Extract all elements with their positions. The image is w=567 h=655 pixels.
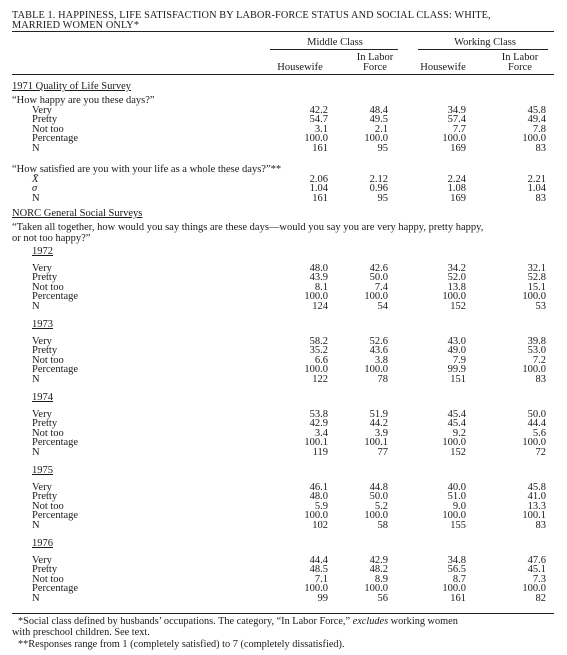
- header-wc-laborforce-l2: Force: [508, 62, 532, 73]
- cell-value: 161: [312, 192, 328, 204]
- row-label: Percentage: [32, 364, 79, 376]
- cell-value: 83: [535, 142, 546, 154]
- row-label: σ: [32, 183, 38, 195]
- row-label: Very: [32, 105, 52, 116]
- cell-value: 100.0: [442, 437, 466, 449]
- row-label: N: [32, 192, 40, 204]
- cell-value: 100.0: [522, 364, 546, 376]
- cell-value: 8.7: [452, 573, 466, 585]
- cell-value: 5.2: [374, 500, 388, 512]
- row-label: Not too: [32, 123, 64, 135]
- cell-value: 57.4: [447, 114, 466, 126]
- cell-value: 43.6: [369, 345, 388, 357]
- cell-value: 48.2: [369, 564, 388, 576]
- footnote-1-line1: [18, 616, 458, 627]
- cell-value: 34.9: [447, 105, 466, 116]
- question-happy: “How happy are you these days?”: [12, 95, 155, 106]
- cell-value: 78: [377, 373, 388, 385]
- footnote-1-emphasis: excludes: [352, 616, 389, 627]
- row-label: Not too: [32, 500, 64, 512]
- cell-value: 0.96: [369, 183, 388, 195]
- cell-value: 42.9: [369, 555, 388, 566]
- cell-value: 1.08: [447, 183, 466, 195]
- cell-value: 2.24: [447, 174, 466, 185]
- cell-value: 45.8: [527, 105, 546, 116]
- cell-value: 51.0: [447, 491, 466, 503]
- table-title-line1: TABLE 1. HAPPINESS, LIFE SATISFACTION BY LABOR-FORCE STATUS AND SOCIAL CLASS: WHITE,: [12, 10, 491, 21]
- cell-value: 40.0: [447, 482, 466, 493]
- cell-value: 42.9: [309, 418, 328, 430]
- cell-value: 44.2: [369, 418, 388, 430]
- row-label: Percentage: [32, 133, 79, 145]
- row-label: N: [32, 142, 40, 154]
- header-mc-laborforce-l2: Force: [363, 62, 387, 73]
- cell-value: 100.0: [522, 291, 546, 303]
- cell-value: 53.8: [309, 409, 328, 420]
- section-norc-title: NORC General Social Surveys: [12, 208, 143, 219]
- section-1971-title: 1971 Quality of Life Survey: [12, 81, 131, 92]
- cell-value: 152: [450, 446, 466, 458]
- cell-value: 15.1: [527, 281, 546, 293]
- cell-value: 77: [377, 446, 388, 458]
- cell-value: 100.0: [304, 364, 328, 376]
- row-label: Pretty: [32, 491, 58, 503]
- norc-question-line2: or not too happy?”: [12, 233, 91, 244]
- cell-value: 44.4: [527, 418, 546, 430]
- row-label: Not too: [32, 281, 64, 293]
- row-label: Very: [32, 482, 52, 493]
- top-rule: [12, 31, 554, 32]
- cell-value: 161: [312, 142, 328, 154]
- working-class-rule: [418, 49, 548, 50]
- cell-value: 52.0: [447, 272, 466, 284]
- cell-value: 100.1: [522, 510, 546, 522]
- header-middle-class: Middle Class: [307, 37, 363, 48]
- year-label: 1973: [32, 319, 53, 330]
- cell-value: 100.0: [522, 437, 546, 449]
- cell-value: 100.0: [442, 510, 466, 522]
- cell-value: 58: [377, 519, 388, 531]
- cell-value: 49.5: [369, 114, 388, 126]
- cell-value: 100.0: [522, 583, 546, 595]
- cell-value: 42.6: [369, 263, 388, 274]
- cell-value: 35.2: [309, 345, 328, 357]
- cell-value: 50.0: [527, 409, 546, 420]
- cell-value: 100.0: [304, 133, 328, 145]
- cell-value: 45.8: [527, 482, 546, 493]
- row-label: Not too: [32, 573, 64, 585]
- cell-value: 13.8: [447, 281, 466, 293]
- cell-value: 41.0: [527, 491, 546, 503]
- cell-value: 45.4: [447, 418, 466, 430]
- row-label: N: [32, 300, 40, 312]
- cell-value: 45.4: [447, 409, 466, 420]
- cell-value: 100.0: [304, 583, 328, 595]
- row-label: Percentage: [32, 437, 79, 449]
- cell-value: 48.0: [309, 263, 328, 274]
- cell-value: 5.6: [532, 427, 546, 439]
- cell-value: 100.0: [364, 583, 388, 595]
- cell-value: 100.0: [364, 510, 388, 522]
- cell-value: 32.1: [527, 263, 546, 274]
- cell-value: 100.0: [364, 364, 388, 376]
- cell-value: 5.9: [314, 500, 328, 512]
- cell-value: 8.1: [314, 281, 328, 293]
- header-wc-laborforce-l1: In Labor: [501, 52, 539, 63]
- bottom-rule: [12, 613, 554, 614]
- cell-value: 95: [377, 192, 388, 204]
- cell-value: 161: [450, 592, 466, 604]
- cell-value: 8.9: [374, 573, 388, 585]
- row-label: Pretty: [32, 418, 58, 430]
- cell-value: 151: [450, 373, 466, 385]
- year-label: 1974: [32, 392, 53, 403]
- cell-value: 102: [312, 519, 328, 531]
- footnote-1-text: *Social class defined by husbands’ occupations. The category, “In Labor Force,”: [18, 616, 351, 627]
- row-label: Not too: [32, 354, 64, 366]
- footnote-2: **Responses range from 1 (completely satisfied) to 7 (completely dissatisfied).: [18, 639, 345, 650]
- cell-value: 83: [535, 373, 546, 385]
- cell-value: 47.6: [527, 555, 546, 566]
- cell-value: 7.7: [452, 123, 466, 135]
- cell-value: 9.0: [452, 500, 466, 512]
- cell-value: 100.0: [304, 291, 328, 303]
- cell-value: 119: [312, 446, 328, 458]
- cell-value: 13.3: [527, 500, 546, 512]
- row-label: N: [32, 373, 40, 385]
- cell-value: 39.8: [527, 336, 546, 347]
- year-label: 1975: [32, 465, 53, 476]
- row-label: Percentage: [32, 583, 79, 595]
- cell-value: 34.2: [447, 263, 466, 274]
- cell-value: 100.0: [522, 133, 546, 145]
- row-label: X̄: [32, 174, 39, 185]
- row-label: Very: [32, 555, 52, 566]
- cell-value: 3.1: [314, 123, 328, 135]
- row-label: Very: [32, 409, 52, 420]
- cell-value: 3.4: [314, 427, 328, 439]
- cell-value: 43.9: [309, 272, 328, 284]
- norc-question-line1: “Taken all together, how would you say things are these days—would you say you are very happy, pretty happy,: [12, 222, 484, 233]
- middle-class-rule: [270, 49, 398, 50]
- cell-value: 7.1: [314, 573, 328, 585]
- cell-value: 54.7: [309, 114, 328, 126]
- cell-value: 53: [535, 300, 546, 312]
- row-label: Pretty: [32, 272, 58, 284]
- cell-value: 53.0: [527, 345, 546, 357]
- row-label: Percentage: [32, 291, 79, 303]
- cell-value: 48.0: [309, 491, 328, 503]
- cell-value: 2.1: [374, 123, 388, 135]
- year-label: 1976: [32, 538, 53, 549]
- cell-value: 100.0: [442, 133, 466, 145]
- cell-value: 49.4: [527, 114, 546, 126]
- cell-value: 169: [450, 192, 466, 204]
- cell-value: 44.8: [369, 482, 388, 493]
- question-satisfied: “How satisfied are you with your life as a whole these days?”**: [12, 164, 282, 175]
- cell-value: 100.1: [364, 437, 388, 449]
- cell-value: 83: [535, 192, 546, 204]
- cell-value: 72: [535, 446, 546, 458]
- cell-value: 169: [450, 142, 466, 154]
- cell-value: 56.5: [447, 564, 466, 576]
- cell-value: 58.2: [309, 336, 328, 347]
- header-mc-housewife: Housewife: [277, 62, 323, 73]
- cell-value: 100.0: [364, 291, 388, 303]
- cell-value: 1.04: [527, 183, 546, 195]
- row-label: Not too: [32, 427, 64, 439]
- header-wc-housewife: Housewife: [420, 62, 466, 73]
- cell-value: 56: [377, 592, 388, 604]
- header-working-class: Working Class: [454, 37, 516, 48]
- row-label: N: [32, 519, 40, 531]
- cell-value: 95: [377, 142, 388, 154]
- cell-value: 52.8: [527, 272, 546, 284]
- year-label: 1972: [32, 246, 53, 257]
- header-bottom-rule: [12, 74, 554, 75]
- cell-value: 1.04: [309, 183, 328, 195]
- cell-value: 99: [317, 592, 328, 604]
- row-label: N: [32, 446, 40, 458]
- cell-value: 3.8: [374, 354, 388, 366]
- cell-value: 7.4: [374, 281, 388, 293]
- row-label: N: [32, 592, 40, 604]
- row-label: Percentage: [32, 510, 79, 522]
- cell-value: 45.1: [527, 564, 546, 576]
- row-label: Pretty: [32, 345, 58, 357]
- cell-value: 100.1: [304, 437, 328, 449]
- footnote-1-line2: with preschool children. See text.: [12, 627, 150, 638]
- cell-value: 44.4: [309, 555, 328, 566]
- row-label: Pretty: [32, 564, 58, 576]
- cell-value: 100.0: [364, 133, 388, 145]
- cell-value: 100.0: [304, 510, 328, 522]
- cell-value: 152: [450, 300, 466, 312]
- cell-value: 48.4: [369, 105, 388, 116]
- cell-value: 54: [377, 300, 388, 312]
- cell-value: 3.9: [374, 427, 388, 439]
- cell-value: 155: [450, 519, 466, 531]
- cell-value: 99.9: [447, 364, 466, 376]
- cell-value: 34.8: [447, 555, 466, 566]
- cell-value: 7.2: [532, 354, 546, 366]
- footnote-1-tail: working women: [388, 616, 458, 627]
- cell-value: 43.0: [447, 336, 466, 347]
- cell-value: 7.8: [532, 123, 546, 135]
- cell-value: 50.0: [369, 272, 388, 284]
- cell-value: 6.6: [314, 354, 328, 366]
- header-mc-laborforce-l1: In Labor: [356, 52, 394, 63]
- cell-value: 50.0: [369, 491, 388, 503]
- cell-value: 42.2: [309, 105, 328, 116]
- cell-value: 52.6: [369, 336, 388, 347]
- cell-value: 48.5: [309, 564, 328, 576]
- cell-value: 100.0: [442, 291, 466, 303]
- row-label: Very: [32, 336, 52, 347]
- cell-value: 49.0: [447, 345, 466, 357]
- cell-value: 100.0: [442, 583, 466, 595]
- cell-value: 124: [312, 300, 328, 312]
- table-title-line2: MARRIED WOMEN ONLY*: [12, 20, 140, 31]
- cell-value: 51.9: [369, 409, 388, 420]
- cell-value: 7.3: [532, 573, 546, 585]
- row-label: Pretty: [32, 114, 58, 126]
- cell-value: 122: [312, 373, 328, 385]
- cell-value: 82: [535, 592, 546, 604]
- row-label: Very: [32, 263, 52, 274]
- cell-value: 2.06: [309, 174, 328, 185]
- cell-value: 83: [535, 519, 546, 531]
- cell-value: 7.9: [452, 354, 466, 366]
- cell-value: 9.2: [452, 427, 466, 439]
- cell-value: 2.21: [527, 174, 546, 185]
- cell-value: 2.12: [369, 174, 388, 185]
- cell-value: 46.1: [309, 482, 328, 493]
